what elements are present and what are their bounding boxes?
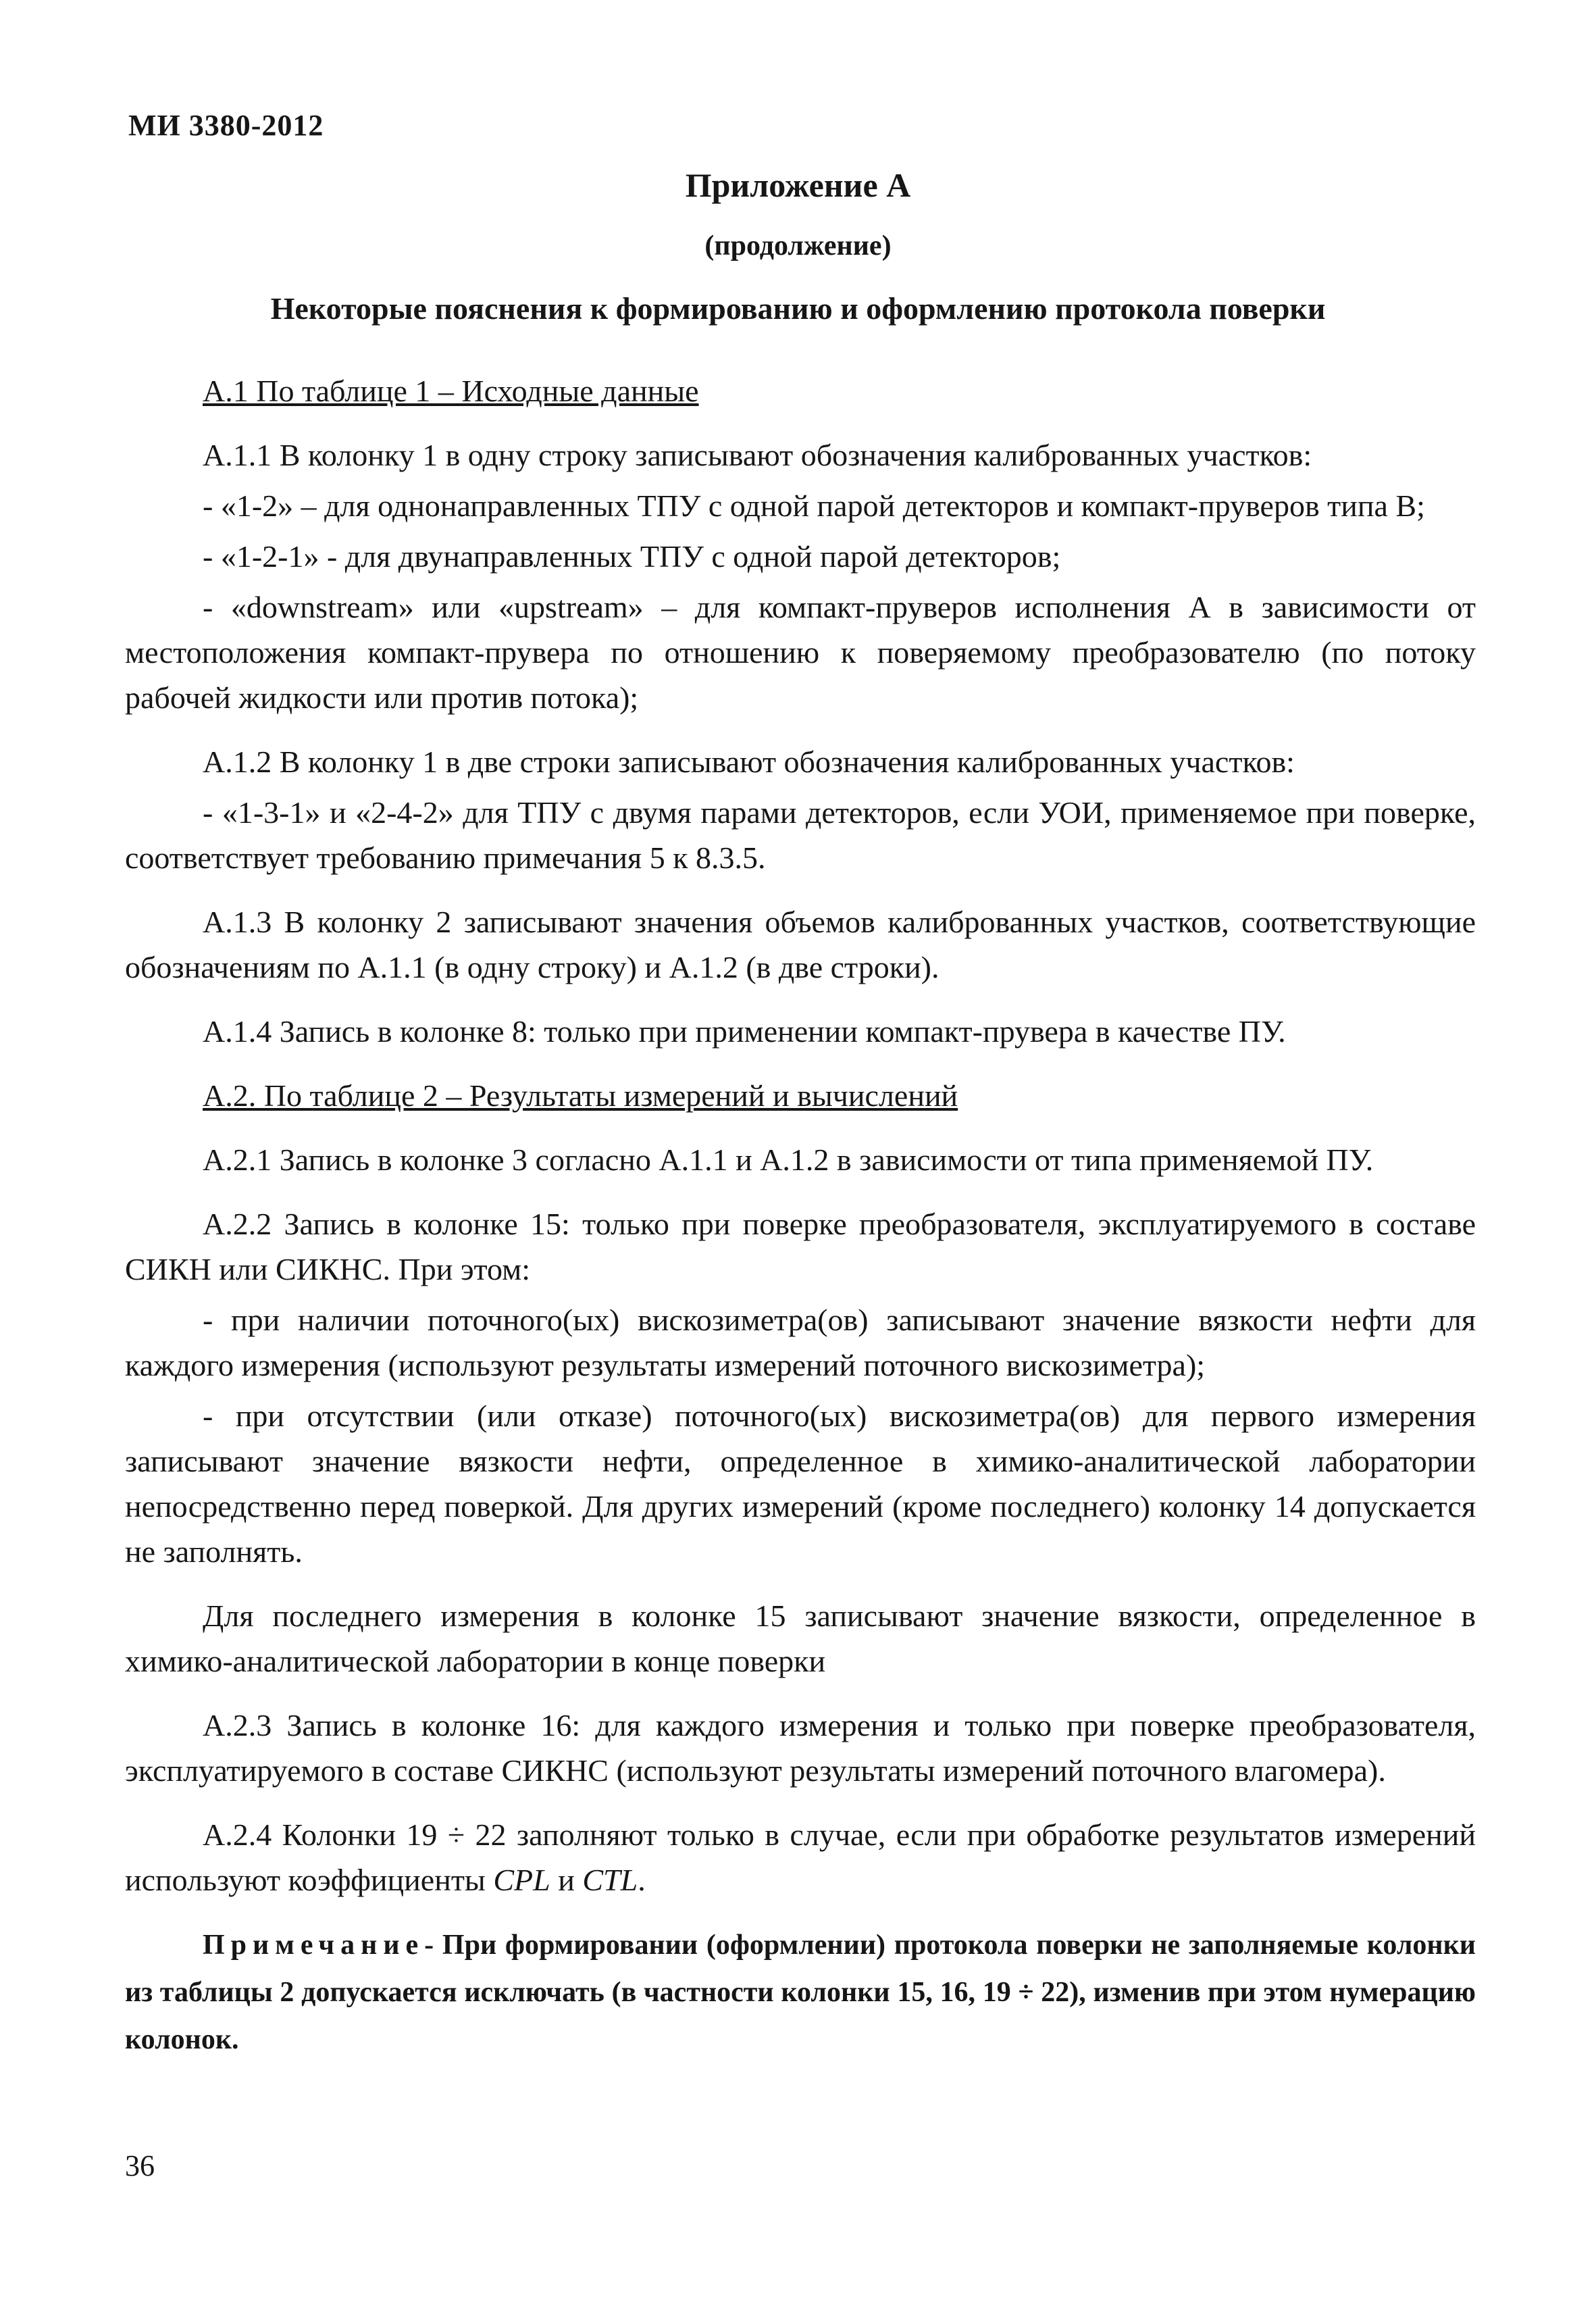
paragraph-a2-4-text: А.2.4 Колонки 19 ÷ 22 заполняют только в случае, если при обработке результатов измерений используют коэффициенты bbox=[125, 1817, 1476, 1897]
document-code: МИ 3380-2012 bbox=[128, 109, 324, 142]
note-paragraph bbox=[125, 1921, 1476, 2063]
paragraph-a2-4 bbox=[125, 1812, 1476, 1903]
list-item-downstream: - «downstream» или «upstream» – для компакт-пруверов исполнения А в зависимости от местоположения компакт-прувера по отношению к поверяемому преобразователю (по потоку рабочей жидкости или против потока); bbox=[125, 590, 1476, 715]
paragraph-a2-3: А.2.3 Запись в колонке 16: для каждого измерения и только при поверке преобразователя, эксплуатируемого в составе СИКНС (используют результаты измерений поточного влагомера). bbox=[125, 1708, 1476, 1788]
paragraph-a1-4: А.1.4 Запись в колонке 8: только при применении компакт-прувера в качестве ПУ. bbox=[203, 1014, 1286, 1049]
paragraph-last-measurement: Для последнего измерения в колонке 15 записывают значение вязкости, определенное в химико-аналитической лаборатории в конце поверки bbox=[125, 1599, 1476, 1678]
conjunction-text: и bbox=[550, 1863, 583, 1897]
period-text: . bbox=[638, 1863, 646, 1897]
paragraph-a2-2: А.2.2 Запись в колонке 15: только при поверке преобразователя, эксплуатируемого в составе СИКН или СИКНС. При этом: bbox=[125, 1207, 1476, 1286]
paragraph-a1-1: А.1.1 В колонку 1 в одну строку записывают обозначения калиброванных участков: bbox=[203, 438, 1312, 472]
note-label: Примечание bbox=[203, 1930, 425, 1961]
appendix-title: Приложение А bbox=[685, 166, 911, 204]
paragraph-a2-1: А.2.1 Запись в колонке 3 согласно А.1.1 и А.1.2 в зависимости от типа применяемой ПУ. bbox=[203, 1142, 1374, 1177]
paragraph-a1-3: А.1.3 В колонку 2 записывают значения объемов калиброванных участков, соответствующие обозначениям по А.1.1 (в одну строку) и А.1.2 (в две строки). bbox=[125, 905, 1476, 984]
section-a2-heading: А.2. По таблице 2 – Результаты измерений и вычислений bbox=[203, 1078, 958, 1113]
appendix-heading: Некоторые пояснения к формированию и оформлению протокола поверки bbox=[270, 291, 1326, 326]
list-item-1-3-1: - «1-3-1» и «2-4-2» для ТПУ с двумя парами детекторов, если УОИ, применяемое при поверке, соответствует требованию примечания 5 к 8.3.5. bbox=[125, 795, 1476, 875]
list-item-1-2: - «1-2» – для однонаправленных ТПУ с одной парой детекторов и компакт-пруверов типа В; bbox=[203, 488, 1425, 523]
page-number: 36 bbox=[125, 2149, 155, 2182]
paragraph-a1-2: А.1.2 В колонку 1 в две строки записывают обозначения калиброванных участков: bbox=[203, 745, 1295, 779]
list-item-1-2-1: - «1-2-1» - для двунаправленных ТПУ с одной парой детекторов; bbox=[203, 539, 1061, 574]
note-text: - При формировании (оформлении) протокола поверки не заполняемые колонки из таблицы 2 допускается исключать (в частности колонки 15, 16, 19 ÷ 22), изменив при этом нумерацию колонок. bbox=[125, 1930, 1476, 2055]
list-item-viscometer-present: - при наличии поточного(ых) вискозиметра(ов) записывают значение вязкости нефти для каждого измерения (используют результаты измерений поточного вискозиметра); bbox=[125, 1303, 1476, 1382]
appendix-subtitle: (продолжение) bbox=[704, 230, 892, 261]
section-a1-heading: А.1 По таблице 1 – Исходные данные bbox=[203, 374, 699, 408]
list-item-viscometer-absent: - при отсутствии (или отказе) поточного(ых) вискозиметра(ов) для первого измерения записывают значение вязкости нефти, определенное в химико-аналитической лаборатории непосредственно перед поверкой. Для других измерений (кроме последнего) колонку 14 допускается не заполнять. bbox=[125, 1399, 1476, 1569]
document-body bbox=[125, 368, 1476, 2063]
cpl-term: CPL bbox=[493, 1863, 550, 1897]
ctl-term: CTL bbox=[582, 1863, 638, 1897]
